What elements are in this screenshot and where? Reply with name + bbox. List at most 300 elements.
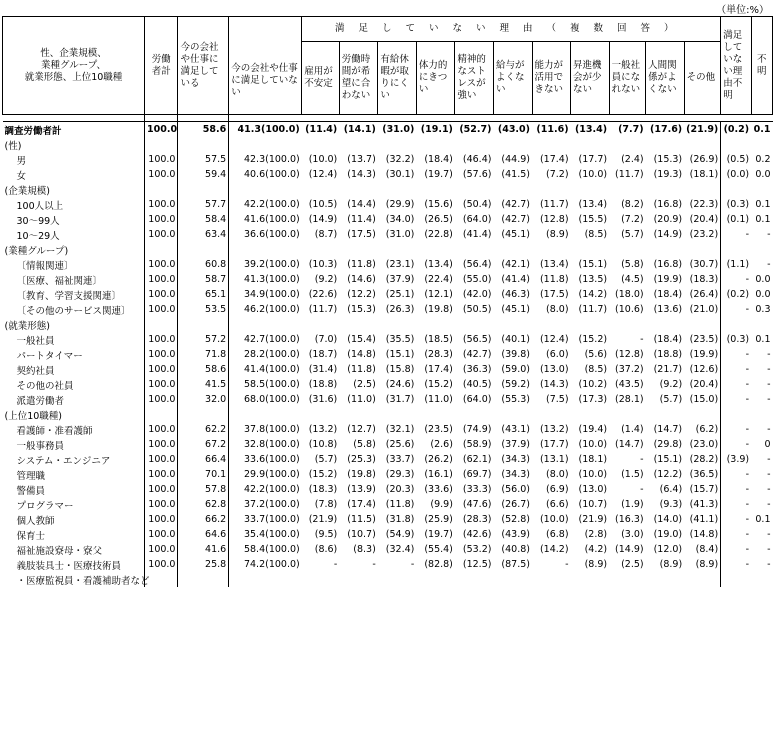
- table-row: [3, 572, 773, 587]
- cell: 100.0: [145, 227, 178, 242]
- cell: 100.0: [145, 272, 178, 287]
- cell: (40.5): [462, 379, 492, 390]
- cell: 40.6(100.0): [243, 169, 300, 180]
- cell: (14.7): [615, 439, 644, 450]
- table-row: [3, 497, 773, 512]
- cell: (31.8): [385, 514, 415, 525]
- cell: 42.7(100.0): [243, 334, 300, 345]
- cell: -: [767, 559, 771, 570]
- cell: 0.2: [755, 154, 771, 165]
- cell: -: [410, 559, 415, 570]
- cell: -: [767, 379, 771, 390]
- cell: (15.1): [653, 454, 683, 465]
- row-label: 100人以上: [3, 197, 145, 212]
- cell: 29.9(100.0): [243, 469, 300, 480]
- cell: 68.0(100.0): [243, 394, 300, 405]
- header-reason-2: 有給休暇が取りにくい: [378, 42, 417, 115]
- cell: (26.2): [424, 454, 453, 465]
- cell: 57.5: [178, 152, 229, 167]
- cell: (13.4): [574, 124, 608, 135]
- cell: [571, 137, 610, 152]
- cell: [493, 242, 532, 257]
- cell: (15.1): [385, 349, 415, 360]
- cell: 41.6: [178, 542, 229, 557]
- cell: (15.6): [424, 199, 453, 210]
- cell: (12.4): [308, 169, 338, 180]
- row-label: 男: [3, 152, 145, 167]
- cell: (2.6): [430, 439, 453, 450]
- cell: 74.2(100.0): [243, 559, 300, 570]
- cell: (6.2): [695, 424, 719, 435]
- cell: [532, 137, 571, 152]
- cell: (7.8): [314, 499, 338, 510]
- cell: (45.1): [501, 229, 530, 240]
- cell: (43.5): [615, 379, 644, 390]
- cell: -: [767, 424, 771, 435]
- cell: [571, 317, 610, 332]
- cell: (14.7): [653, 424, 683, 435]
- header-label-col: [3, 17, 145, 115]
- cell: (0.1): [721, 212, 751, 227]
- cell: (10.2): [578, 379, 608, 390]
- cell: (2.8): [584, 529, 608, 540]
- row-label: 派遣労働者: [3, 392, 145, 407]
- cell: 0.1: [755, 214, 771, 225]
- cell: -: [721, 437, 751, 452]
- cell: [751, 137, 772, 152]
- cell: (26.7): [501, 499, 530, 510]
- cell: [178, 182, 229, 197]
- cell: (32.1): [385, 424, 415, 435]
- table-row: [3, 332, 773, 347]
- cell: (41.4): [462, 229, 492, 240]
- cell: (43.0): [497, 124, 530, 135]
- cell: [416, 317, 455, 332]
- cell: (42.7): [501, 214, 530, 225]
- row-label: 〔医療、福祉関連〕: [3, 272, 145, 287]
- cell: (82.8): [424, 559, 453, 570]
- cell: [145, 317, 178, 332]
- header-reason-10: その他: [684, 42, 721, 115]
- cell: (14.9): [308, 214, 338, 225]
- cell: (22.6): [308, 289, 338, 300]
- row-label: その他の社員: [3, 377, 145, 392]
- cell: (33.6): [424, 484, 453, 495]
- cell: 100.0: [145, 332, 178, 347]
- cell: (11.4): [347, 214, 376, 225]
- cell: (10.8): [308, 439, 338, 450]
- cell: (6.6): [546, 499, 569, 510]
- cell: (37.2): [615, 364, 644, 375]
- cell: (15.4): [347, 334, 376, 345]
- cell: (64.0): [462, 214, 492, 225]
- cell: (13.2): [308, 424, 338, 435]
- cell: (15.7): [689, 484, 719, 495]
- cell: (19.7): [424, 169, 453, 180]
- cell: (42.0): [462, 289, 492, 300]
- cell: -: [767, 499, 771, 510]
- cell: (11.8): [347, 364, 376, 375]
- row-label: 保育士: [3, 527, 145, 542]
- cell: [378, 317, 417, 332]
- cell: -: [767, 454, 771, 465]
- cell: 39.2(100.0): [243, 259, 300, 270]
- row-label: 〔情報関連〕: [3, 257, 145, 272]
- cell: (8.3): [353, 544, 376, 555]
- cell: (9.3): [659, 499, 683, 510]
- cell: (8.7): [314, 229, 338, 240]
- cell: (19.8): [424, 304, 453, 315]
- cell: (12.2): [653, 469, 683, 480]
- cell: 100.0: [145, 557, 178, 572]
- cell: [721, 317, 751, 332]
- cell: -: [333, 559, 338, 570]
- cell: (42.6): [462, 529, 492, 540]
- cell: (12.7): [347, 424, 376, 435]
- cell: 46.2(100.0): [243, 304, 300, 315]
- row-label: 警備員: [3, 482, 145, 497]
- cell: (23.5): [689, 334, 719, 345]
- cell: [455, 572, 494, 587]
- cell: (14.6): [347, 274, 376, 285]
- cell: 100.0: [145, 152, 178, 167]
- cell: (34.3): [501, 454, 530, 465]
- table-row: [3, 212, 773, 227]
- cell: 63.4: [178, 227, 229, 242]
- row-label: 看護師・准看護師: [3, 422, 145, 437]
- cell: (15.3): [347, 304, 376, 315]
- cell: (17.4): [424, 364, 453, 375]
- cell: [416, 242, 455, 257]
- cell: [571, 242, 610, 257]
- cell: (10.0): [539, 514, 569, 525]
- cell: (13.0): [578, 484, 608, 495]
- cell: [455, 137, 494, 152]
- cell: 100.0: [145, 482, 178, 497]
- category-row: [3, 317, 773, 332]
- cell: 100.0: [145, 467, 178, 482]
- cell: [646, 242, 685, 257]
- cell: (11.5): [347, 514, 376, 525]
- cell: (20.3): [385, 484, 415, 495]
- cell: (11.8): [539, 274, 569, 285]
- cell: (11.7): [615, 169, 644, 180]
- cell: (59.2): [501, 379, 530, 390]
- cell: (19.1): [420, 124, 453, 135]
- cell: (42.1): [501, 259, 530, 270]
- cell: (10.6): [615, 304, 644, 315]
- cell: [646, 407, 685, 422]
- cell: [145, 137, 178, 152]
- cell: (25.1): [385, 289, 415, 300]
- cell: (2.5): [353, 379, 376, 390]
- cell: [178, 317, 229, 332]
- cell: (41.4): [501, 274, 530, 285]
- cell: (64.0): [462, 394, 492, 405]
- table-row: [3, 302, 773, 317]
- cell: 100.0: [145, 512, 178, 527]
- cell: (5.8): [353, 439, 376, 450]
- cell: [378, 182, 417, 197]
- cell: [416, 407, 455, 422]
- cell: 36.6(100.0): [243, 229, 300, 240]
- cell: [684, 317, 721, 332]
- cell: -: [640, 484, 644, 495]
- table-row: [3, 452, 773, 467]
- cell: [229, 407, 302, 422]
- row-label: 〔教育、学習支援関連〕: [3, 287, 145, 302]
- cell: (35.5): [385, 334, 415, 345]
- cell: (0.3): [721, 197, 751, 212]
- cell: (18.7): [308, 349, 338, 360]
- cell: [455, 407, 494, 422]
- cell: (8.9): [659, 559, 683, 570]
- cell: (7.2): [546, 169, 569, 180]
- cell: (20.9): [653, 214, 683, 225]
- row-label: システム・エンジニア: [3, 452, 145, 467]
- cell: [229, 137, 302, 152]
- table-row: [3, 272, 773, 287]
- cell: (7.2): [621, 214, 644, 225]
- cell: -: [721, 392, 751, 407]
- cell: (7.5): [546, 394, 569, 405]
- cell: (31.6): [308, 394, 338, 405]
- cell: 57.8: [178, 482, 229, 497]
- cell: 42.2(100.0): [243, 199, 300, 210]
- cell: (8.5): [584, 364, 608, 375]
- cell: (56.5): [462, 334, 492, 345]
- cell: 100.0: [145, 392, 178, 407]
- cell: (11.6): [536, 124, 569, 135]
- cell: 0.1: [755, 334, 771, 345]
- cell: (55.4): [424, 544, 453, 555]
- cell: 71.8: [178, 347, 229, 362]
- cell: [302, 407, 340, 422]
- cell: 100.0: [145, 377, 178, 392]
- cell: 100.0: [145, 167, 178, 182]
- cell: [378, 242, 417, 257]
- cell: (0.5): [721, 152, 751, 167]
- cell: (5.6): [584, 349, 608, 360]
- cell: -: [767, 229, 771, 240]
- table-row: [3, 527, 773, 542]
- cell: (8.5): [584, 229, 608, 240]
- cell: [416, 137, 455, 152]
- cell: [178, 137, 229, 152]
- cell: (31.7): [385, 394, 415, 405]
- cell: (36.3): [462, 364, 492, 375]
- cell: [302, 242, 340, 257]
- cell: [532, 182, 571, 197]
- cell: (13.9): [347, 484, 376, 495]
- cell: [609, 407, 646, 422]
- row-label: 契約社員: [3, 362, 145, 377]
- cell: (10.0): [578, 169, 608, 180]
- cell: (16.3): [615, 514, 644, 525]
- cell: (3.9): [721, 452, 751, 467]
- cell: [609, 317, 646, 332]
- cell: (8.9): [546, 229, 569, 240]
- cell: -: [721, 467, 751, 482]
- cell: (13.1): [539, 454, 569, 465]
- cell: (1.5): [621, 469, 644, 480]
- cell: (33.3): [462, 484, 492, 495]
- cell: (30.7): [689, 259, 719, 270]
- cell: 59.4: [178, 167, 229, 182]
- cell: 100.0: [145, 422, 178, 437]
- cell: -: [721, 527, 751, 542]
- cell: (17.5): [347, 229, 376, 240]
- category-row: [3, 242, 773, 257]
- cell: [751, 242, 772, 257]
- cell: (15.5): [578, 214, 608, 225]
- cell: (20.4): [689, 379, 719, 390]
- cell: 58.6: [178, 362, 229, 377]
- cell: 58.6: [178, 122, 229, 138]
- cell: -: [721, 362, 751, 377]
- cell: (11.8): [385, 499, 415, 510]
- cell: [302, 137, 340, 152]
- cell: (13.0): [539, 364, 569, 375]
- cell: (19.3): [653, 169, 683, 180]
- cell: -: [721, 422, 751, 437]
- cell: 0.1: [753, 124, 771, 135]
- cell: (14.0): [653, 514, 683, 525]
- cell: [571, 572, 610, 587]
- cell: (14.8): [689, 529, 719, 540]
- row-label: 個人教師: [3, 512, 145, 527]
- survey-table: [2, 16, 773, 587]
- cell: [339, 182, 378, 197]
- row-label: 10〜29人: [3, 227, 145, 242]
- cell: (22.8): [424, 229, 453, 240]
- table-row: [3, 122, 773, 138]
- cell: (26.5): [424, 214, 453, 225]
- cell: 41.3(100.0): [237, 124, 300, 135]
- cell: (39.8): [501, 349, 530, 360]
- cell: (18.3): [308, 484, 338, 495]
- cell: (55.3): [501, 394, 530, 405]
- header-reason-7: 昇進機会が少ない: [571, 42, 610, 115]
- cell: (2.5): [621, 559, 644, 570]
- cell: (7.0): [314, 334, 338, 345]
- cell: 57.2: [178, 332, 229, 347]
- cell: (37.9): [501, 439, 530, 450]
- cell: 58.4(100.0): [243, 544, 300, 555]
- cell: -: [721, 542, 751, 557]
- table-row: [3, 362, 773, 377]
- cell: [339, 242, 378, 257]
- cell: (19.0): [653, 529, 683, 540]
- cell: (10.0): [578, 469, 608, 480]
- cell: (8.4): [695, 544, 719, 555]
- cell: (18.1): [578, 454, 608, 465]
- cell: (20.4): [689, 214, 719, 225]
- cell: (14.2): [578, 289, 608, 300]
- header-reason-5: 給与がよくない: [493, 42, 532, 115]
- header-reason-8: 一般社員になれない: [609, 42, 646, 115]
- cell: (15.0): [689, 394, 719, 405]
- header-reason-unknown: 満足していない理由不明: [721, 17, 751, 115]
- cell: (6.9): [546, 484, 569, 495]
- cell: (74.9): [462, 424, 492, 435]
- cell: [751, 407, 772, 422]
- cell: (4.5): [621, 274, 644, 285]
- cell: (17.4): [347, 499, 376, 510]
- row-label: プログラマー: [3, 497, 145, 512]
- cell: (28.3): [424, 349, 453, 360]
- cell: (4.2): [584, 544, 608, 555]
- cell: (15.2): [308, 469, 338, 480]
- cell: -: [565, 559, 569, 570]
- header-reason-6: 能力が活用できない: [532, 42, 571, 115]
- cell: (23.2): [689, 229, 719, 240]
- cell: [229, 182, 302, 197]
- cell: [609, 182, 646, 197]
- table-row: [3, 227, 773, 242]
- cell: [684, 572, 721, 587]
- cell: (11.0): [347, 394, 376, 405]
- cell: (11.7): [539, 199, 569, 210]
- cell: [378, 572, 417, 587]
- cell: (32.4): [385, 544, 415, 555]
- cell: (29.8): [653, 439, 683, 450]
- cell: 33.6(100.0): [243, 454, 300, 465]
- cell: [378, 407, 417, 422]
- cell: (13.4): [578, 199, 608, 210]
- cell: (17.5): [539, 289, 569, 300]
- cell: (21.7): [653, 364, 683, 375]
- cell: (1.1): [721, 257, 751, 272]
- cell: 28.2(100.0): [243, 349, 300, 360]
- cell: -: [767, 544, 771, 555]
- cell: [178, 407, 229, 422]
- cell: (12.2): [347, 289, 376, 300]
- cell: 58.5(100.0): [243, 379, 300, 390]
- cell: [302, 182, 340, 197]
- cell: (45.1): [501, 304, 530, 315]
- cell: (22.4): [424, 274, 453, 285]
- row-label: (企業規模): [3, 182, 145, 197]
- cell: [532, 407, 571, 422]
- cell: (10.0): [308, 154, 338, 165]
- cell: 0.0: [755, 289, 771, 300]
- cell: 62.2: [178, 422, 229, 437]
- table-row: [3, 167, 773, 182]
- cell: 70.1: [178, 467, 229, 482]
- cell: [302, 572, 340, 587]
- cell: 100.0: [145, 287, 178, 302]
- cell: 62.8: [178, 497, 229, 512]
- table-row: [3, 422, 773, 437]
- cell: (11.7): [578, 304, 608, 315]
- table-row: [3, 257, 773, 272]
- table-row: [3, 437, 773, 452]
- table-row: [3, 392, 773, 407]
- cell: (23.5): [424, 424, 453, 435]
- cell: [532, 572, 571, 587]
- cell: (14.4): [347, 199, 376, 210]
- cell: (7.7): [618, 124, 644, 135]
- cell: 66.4: [178, 452, 229, 467]
- cell: [571, 182, 610, 197]
- cell: 67.2: [178, 437, 229, 452]
- table-row: [3, 347, 773, 362]
- cell: [721, 242, 751, 257]
- cell: [493, 572, 532, 587]
- cell: (18.5): [424, 334, 453, 345]
- cell: [229, 242, 302, 257]
